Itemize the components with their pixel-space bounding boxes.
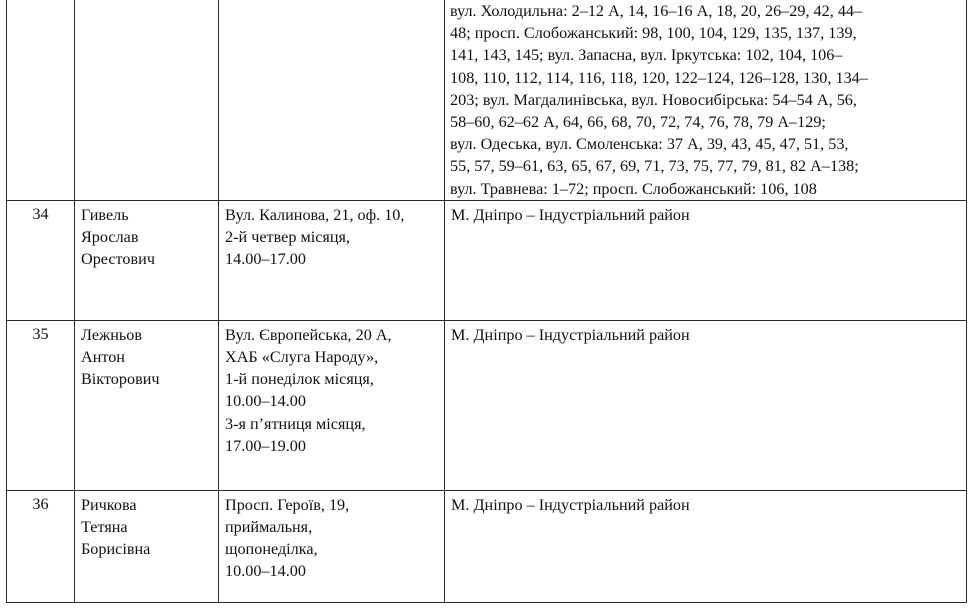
district-line: М. Дніпро – Індустріальний район bbox=[451, 325, 690, 344]
district-cell bbox=[445, 0, 967, 200]
name-cell bbox=[75, 0, 219, 200]
surname: Гивель bbox=[81, 205, 129, 224]
patronymic: Вікторович bbox=[81, 370, 160, 389]
schedule-line: 2-й четвер місяця, bbox=[225, 228, 350, 247]
table-row bbox=[7, 490, 967, 602]
address-cell bbox=[219, 320, 445, 490]
patronymic: Борисівна bbox=[81, 540, 151, 559]
reception-schedule-table bbox=[6, 0, 967, 603]
name-cell bbox=[75, 200, 219, 320]
district-line: М. Дніпро – Індустріальний район bbox=[451, 205, 690, 224]
district-line: 48; просп. Слобожанський: 98, 100, 104, 129, 135, 137, 139, bbox=[450, 24, 857, 43]
district-line: 55, 57, 59–61, 63, 65, 67, 69, 71, 73, 75, 77, 79, 81, 82 А–138; bbox=[450, 157, 859, 176]
address-line: ХАБ «Слуга Народу», bbox=[225, 348, 379, 367]
address-cell bbox=[219, 0, 445, 200]
address-line: Вул. Калинова, 21, оф. 10, bbox=[225, 205, 405, 224]
time-line: 10.00–14.00 bbox=[225, 392, 306, 411]
district-line: М. Дніпро – Індустріальний район bbox=[451, 495, 690, 514]
time-line: 10.00–14.00 bbox=[225, 562, 306, 581]
row-number-cell bbox=[7, 490, 75, 602]
surname: Ричкова bbox=[81, 495, 137, 514]
district-line: 203; вул. Магдалинівська, вул. Новосибірська: 54–54 А, 56, bbox=[450, 90, 857, 109]
district-cell bbox=[445, 200, 967, 320]
name-cell bbox=[75, 490, 219, 602]
address-line: приймальня, bbox=[225, 518, 313, 537]
table-row bbox=[7, 200, 967, 320]
table-row bbox=[7, 320, 967, 490]
patronymic: Орестович bbox=[81, 250, 155, 269]
time-line: 14.00–17.00 bbox=[225, 250, 306, 269]
row-number: 34 bbox=[32, 204, 49, 223]
address-line: Вул. Європейська, 20 А, bbox=[225, 325, 392, 344]
district-line: 141, 143, 145; вул. Запасна, вул. Іркутська: 102, 104, 106– bbox=[450, 46, 843, 65]
table-row bbox=[7, 0, 967, 200]
address-cell bbox=[219, 490, 445, 602]
address-line: Просп. Героїв, 19, bbox=[225, 495, 350, 514]
district-line: вул. Травнева: 1–72; просп. Слобожанський: 106, 108 bbox=[450, 179, 817, 198]
first-name: Тетяна bbox=[81, 518, 128, 537]
district-cell bbox=[445, 490, 967, 602]
first-name: Антон bbox=[81, 348, 125, 367]
schedule-line: 3-я п’ятниця місяця, bbox=[225, 414, 366, 433]
district-line: 58–60, 62–62 А, 64, 66, 68, 70, 72, 74, 76, 78, 79 А–129; bbox=[450, 113, 826, 132]
row-number-cell bbox=[7, 200, 75, 320]
district-cell bbox=[445, 320, 967, 490]
name-cell bbox=[75, 320, 219, 490]
district-line: 108, 110, 112, 114, 116, 118, 120, 122–124, 126–128, 130, 134– bbox=[450, 68, 868, 87]
address-cell bbox=[219, 200, 445, 320]
row-number-cell bbox=[7, 320, 75, 490]
row-number: 36 bbox=[32, 494, 49, 513]
row-number: 35 bbox=[32, 324, 49, 343]
row-number-cell bbox=[7, 0, 75, 200]
schedule-line: 1-й понеділок місяця, bbox=[225, 370, 374, 389]
district-line: вул. Холодильна: 2–12 А, 14, 16–16 А, 18, 20, 26–29, 42, 44– bbox=[450, 2, 863, 20]
schedule-line: щопонеділка, bbox=[225, 540, 318, 559]
first-name: Ярослав bbox=[81, 228, 139, 247]
district-line: вул. Одеська, вул. Смоленська: 37 А, 39, 43, 45, 47, 51, 53, bbox=[450, 135, 849, 154]
time-line: 17.00–19.00 bbox=[225, 436, 306, 455]
surname: Лежньов bbox=[81, 325, 143, 344]
